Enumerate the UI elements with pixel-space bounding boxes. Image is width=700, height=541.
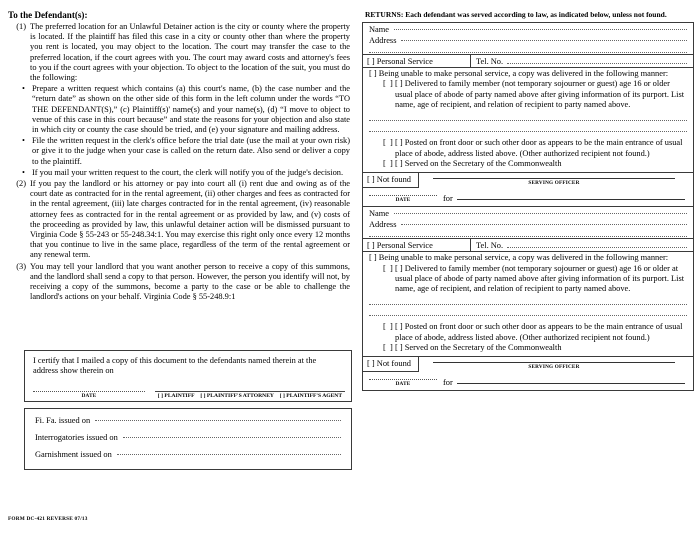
certification-signer-area <box>145 390 345 399</box>
return1-secretary-checkbox-icon[interactable]: [ ] <box>383 158 393 168</box>
list-item <box>8 168 350 178</box>
return1-posted-checkbox-icon[interactable]: [ ] <box>383 138 393 148</box>
item-3-marker: (3) <box>16 261 26 271</box>
return2-name-label: Name <box>369 209 389 219</box>
item-1-bullets <box>8 84 350 178</box>
return1-posted-option[interactable] <box>363 138 693 159</box>
return2-delivered-checkbox-icon[interactable]: [ ] <box>383 263 393 273</box>
return1-recipient-line-1[interactable] <box>369 119 687 121</box>
return1-for-label: for <box>443 194 453 204</box>
return1-recipient-line-2[interactable] <box>369 130 687 132</box>
return2-recipient-fill-lines[interactable] <box>363 303 693 316</box>
bullet-text: Prepare a written request which contains (a) this court's name, (b) the case number and the “return date” as shown on the other side of this form in the left column under the words “TO THE DEFENDANT(S),” (c) Plaintiff(s)' name(s) and your name(s), (d) “I move to object to venue of this case in this court because” and state the reasons for your objection and also state in which city or county the case should be tried, and (e) your signature and mailing address. <box>32 84 350 135</box>
return1-serving-officer-label: SERVING OFFICER <box>528 180 580 187</box>
item-2-text: If you pay the landlord or his attorney or pay into court all (i) rent due and owing as of the court date as contracted for in the rental agreement, (ii) other charges and fees as contracted for in the rental agreement, (iii) late charges contracted for in the rental agreement, (iv) reasonable attorney fees as contracted for in the rental agreement or as provided by law, and (v) costs of the proceeding as provided by law, this unlawful detainer action will be dismissed pursuant to Virginia Code § 55-243 or 55-248.34:1. You may exercise this right only once every 12 months that you continue to live in the same place, regardless of the term of the rental agreement or any renewal term. <box>30 179 350 260</box>
return1-delivered-checkbox-icon[interactable]: [ ] <box>383 79 393 89</box>
return-block-2 <box>362 206 694 391</box>
return1-delivered-text: [ ] Delivered to family member (not temporary sojourner or guest) age 16 or older usual place of abode of party named above after giving information of its purport. List name, age of recipient, and relation of recipient to party named above. <box>395 79 685 109</box>
return1-name-row <box>363 23 693 34</box>
certification-signer-checkboxes <box>155 392 345 399</box>
return2-name-input[interactable] <box>394 213 687 214</box>
item-1-text: The preferred location for an Unlawful Detainer action is the city or county where the property is located. If the plaintiff has filed this case in a city or county other than where the property you rent is located, you may object to the location. The court may transfer the case to the preferred location, if the court agrees with you. The court may award costs and attorney's fees to you if the court agrees with your objection. To object to the location of the suit, you must do the following: <box>30 22 350 83</box>
return1-address-input[interactable] <box>401 40 687 41</box>
defendant-heading: To the Defendant(s): <box>8 10 88 20</box>
bullet-text: File the written request in the clerk's office before the trial date (use the mail at your own risk) or give it to the judge when your case is called on the return date. Also send or deliver a copy to the plaintiff. <box>32 136 350 166</box>
return2-address-input[interactable] <box>401 224 687 225</box>
fifa-issued-row <box>35 416 341 425</box>
checkbox-plaintiffs-agent[interactable]: [ ] PLAINTIFF'S AGENT <box>279 393 343 399</box>
defendant-instructions-column <box>8 10 350 303</box>
return1-unable-checkbox[interactable]: [ ] Being unable to make personal service, a copy was delivered in the following manner: <box>369 69 669 78</box>
return1-date-field[interactable] <box>369 194 437 203</box>
returns-heading: RETURNS: Each defendant was served according to law, as indicated below, unless not found. <box>365 10 667 19</box>
checkbox-plaintiffs-attorney[interactable]: [ ] PLAINTIFF'S ATTORNEY <box>200 393 274 399</box>
garnishment-issued-label: Garnishment issued on <box>35 450 112 459</box>
return2-for-label: for <box>443 378 453 388</box>
return1-name-label: Name <box>369 25 389 34</box>
return1-address-label: Address <box>369 36 397 45</box>
return2-posted-option[interactable] <box>363 322 693 343</box>
interrogatories-issued-input[interactable] <box>123 437 341 438</box>
fifa-issued-label: Fi. Fa. issued on <box>35 416 91 425</box>
return1-notfound-row <box>363 172 693 188</box>
return1-tel-input[interactable] <box>507 63 687 64</box>
return2-date-field[interactable] <box>369 378 437 387</box>
interrogatories-issued-row <box>35 433 341 442</box>
return2-recipient-line-1[interactable] <box>369 303 687 305</box>
interrogatories-issued-label: Interrogatories issued on <box>35 433 118 442</box>
return2-tel-label: Tel. No. <box>476 241 504 251</box>
return2-serving-officer-label: SERVING OFFICER <box>528 364 580 371</box>
return2-for-input[interactable] <box>457 383 685 384</box>
return2-unable-checkbox[interactable]: [ ] Being unable to make personal service, a copy was delivered in the following manner: <box>369 253 669 263</box>
return1-secretary-text: [ ] Served on the Secretary of the Commonwealth <box>395 158 562 168</box>
certification-date-field[interactable] <box>33 390 145 399</box>
return2-address-line2[interactable] <box>363 235 693 237</box>
return1-personal-service-checkbox[interactable]: [ ] Personal Service <box>363 55 471 67</box>
garnishment-issued-row <box>35 450 341 459</box>
mailing-certification-box <box>24 350 352 402</box>
return1-tel-label: Tel. No. <box>476 57 504 66</box>
checkbox-plaintiff[interactable]: [ ] PLAINTIFF <box>157 393 195 399</box>
return1-serving-officer-field[interactable] <box>419 173 693 186</box>
date-label: DATE <box>81 393 97 399</box>
return2-delivered-option[interactable] <box>363 264 693 295</box>
return1-tel-cell <box>471 55 693 67</box>
item-3-text: You may tell your landlord that you want another person to receive a copy of this summons, and the landlord shall send a copy to that person. However, the person you identify will not, by receiving a copy of the summons, become a party to the case or be able to challenge the landlord's actions on your behalf. Virginia Code § 55-248.9:1 <box>30 261 350 302</box>
return1-delivered-option[interactable] <box>363 79 693 110</box>
item-1-marker: (1) <box>16 22 26 31</box>
return2-address-row <box>363 218 693 229</box>
form-number-footer: FORM DC-421 REVERSE 07/13 <box>8 516 88 522</box>
fifa-issued-input[interactable] <box>95 420 341 421</box>
return2-notfound-checkbox[interactable]: [ ] Not found <box>362 357 419 372</box>
return2-delivered-text: [ ] Delivered to family member (not temporary sojourner or guest) age 16 or older at usual place of abode of party named above after giving information of its purport. List name, age of recipient, and relation of recipient to party named above. <box>395 263 685 294</box>
return1-secretary-option[interactable] <box>363 159 693 169</box>
certification-signature-row <box>33 390 345 399</box>
return2-secretary-checkbox-icon[interactable]: [ ] <box>383 343 393 353</box>
garnishment-issued-input[interactable] <box>117 454 341 455</box>
certification-text: I certify that I mailed a copy of this document to the defendants named therein at the address show therein on <box>33 356 317 376</box>
return2-tel-input[interactable] <box>507 247 687 248</box>
return-block-1 <box>362 22 694 206</box>
returns-column <box>362 10 694 391</box>
return2-serving-officer-field[interactable] <box>419 357 693 370</box>
item-2-marker: (2) <box>16 179 26 189</box>
instruction-item-3 <box>8 262 350 303</box>
list-item <box>8 136 350 167</box>
return2-posted-checkbox-icon[interactable]: [ ] <box>383 322 393 332</box>
bullet-dot-icon: • <box>22 84 25 94</box>
return1-date-label: DATE <box>395 197 411 204</box>
issued-on-box <box>24 408 352 470</box>
return1-recipient-fill-lines[interactable] <box>363 119 693 132</box>
return2-personal-service-row <box>363 238 693 252</box>
return2-secretary-option[interactable] <box>363 343 693 353</box>
instruction-item-2 <box>8 179 350 261</box>
bullet-dot-icon: • <box>22 136 25 146</box>
return1-for-input[interactable] <box>457 199 685 200</box>
return1-date-for-row <box>363 188 693 206</box>
return2-address-label: Address <box>369 220 397 230</box>
list-item <box>8 84 350 135</box>
instruction-item-1 <box>8 22 350 83</box>
return1-notfound-checkbox[interactable]: [ ] Not found <box>362 173 419 188</box>
return2-tel-cell <box>471 239 693 251</box>
return2-recipient-line-2[interactable] <box>369 314 687 316</box>
bullet-dot-icon: • <box>22 167 25 177</box>
return2-date-for-row <box>363 372 693 390</box>
return2-notfound-row <box>363 356 693 372</box>
return1-posted-text: [ ] Posted on front door or such other door as appears to be the main entrance of usual place of abode, address listed above. (Other authorized recipient not found.) <box>395 138 683 158</box>
return2-date-label: DATE <box>395 381 411 388</box>
return1-name-input[interactable] <box>394 29 687 30</box>
return1-personal-service-row <box>363 54 693 68</box>
return2-posted-text: [ ] Posted on front door or such other door as appears to be the main entrance of usual place of abode, address listed above. (Other authorized recipient not found.) <box>395 322 683 342</box>
return2-address-line2-underline <box>369 235 687 237</box>
return1-address-line2[interactable] <box>363 51 693 53</box>
return2-personal-service-checkbox[interactable]: [ ] Personal Service <box>363 239 471 251</box>
return2-secretary-text: [ ] Served on the Secretary of the Commonwealth <box>395 343 562 353</box>
return1-address-line2-underline <box>369 51 687 53</box>
bullet-text: If you mail your written request to the court, the clerk will notify you of the judge's decision. <box>32 167 344 177</box>
return1-address-row <box>363 34 693 45</box>
return2-name-row <box>363 207 693 218</box>
